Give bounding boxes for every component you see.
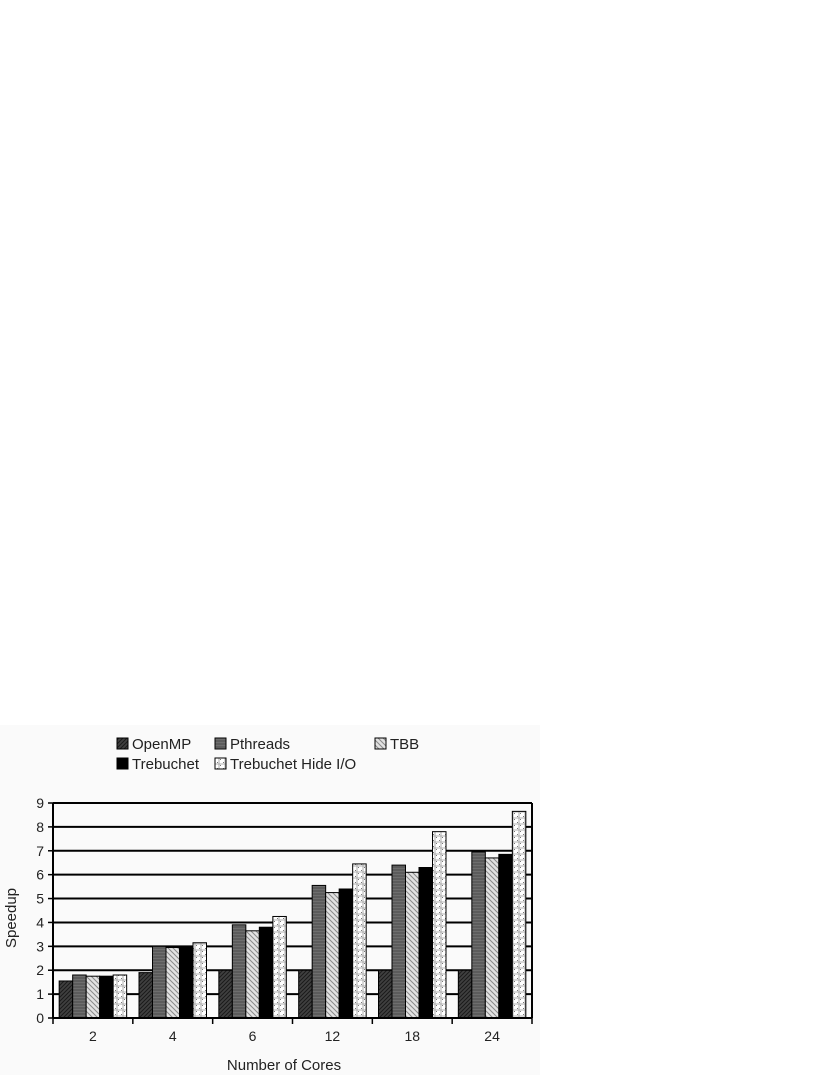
bar-pthreads-12 [312, 885, 326, 1018]
legend-item-pthreads [215, 736, 290, 753]
bar-openmp-24 [458, 970, 472, 1018]
gridlines [53, 803, 532, 994]
bar-tbb-2 [86, 976, 100, 1018]
bar-openmp-12 [299, 970, 313, 1018]
bar-trebuchet-hide-i-o-18 [433, 832, 447, 1018]
bar-trebuchet-2 [100, 976, 114, 1018]
bar-trebuchet-24 [499, 854, 513, 1018]
y-axis-label: Speedup [3, 887, 20, 949]
legend-item-tbb [375, 736, 419, 753]
y-tick-label: 4 [36, 914, 44, 931]
legend-swatch-tbb [375, 738, 386, 749]
legend-swatch-trebuchet [117, 758, 128, 769]
bar-trebuchet-hide-i-o-4 [193, 943, 207, 1018]
x-tick-labels [89, 1028, 500, 1044]
bar-pthreads-18 [392, 865, 406, 1018]
bar-trebuchet-18 [419, 868, 433, 1019]
bar-tbb-4 [166, 948, 180, 1018]
bar-tbb-12 [326, 893, 340, 1018]
legend-label-pthreads: Pthreads [230, 736, 291, 753]
y-tick-label: 8 [36, 818, 44, 835]
bar-trebuchet-hide-i-o-6 [273, 916, 287, 1018]
bar-trebuchet-4 [180, 946, 194, 1018]
x-tick-label: 4 [168, 1028, 177, 1044]
bar-tbb-24 [485, 858, 499, 1018]
legend-label-trebuchet: Trebuchet [132, 756, 199, 773]
bar-pthreads-2 [73, 975, 87, 1018]
x-tick-label: 6 [248, 1028, 257, 1044]
x-tick-label: 12 [324, 1028, 341, 1044]
chart-area [0, 725, 540, 1075]
x-tick-label: 24 [484, 1028, 500, 1044]
bar-openmp-2 [59, 981, 73, 1018]
y-tick-label: 6 [36, 866, 44, 883]
bar-pthreads-4 [153, 946, 167, 1018]
y-tick-label: 9 [36, 795, 44, 811]
bar-trebuchet-6 [259, 927, 273, 1018]
bar-openmp-6 [219, 970, 233, 1018]
y-tick-label: 7 [36, 842, 44, 859]
y-tick-label: 5 [36, 890, 44, 907]
bar-tbb-6 [246, 931, 259, 1018]
bar-openmp-4 [139, 973, 153, 1018]
speedup-bar-chart [0, 725, 540, 1075]
legend-item-trebuchet-hide-io [215, 756, 356, 773]
x-axis-label: Number of Cores [226, 1057, 342, 1074]
legend-label-openmp: OpenMP [132, 736, 192, 753]
x-tick-label: 18 [404, 1028, 421, 1044]
legend-item-openmp [117, 736, 191, 753]
legend-swatch-openmp [117, 738, 128, 749]
y-tick-label: 1 [36, 986, 44, 1003]
bar-trebuchet-hide-i-o-12 [353, 864, 367, 1018]
bar-tbb-18 [406, 872, 420, 1018]
legend-label-tbb: TBB [390, 736, 420, 753]
bar-pthreads-6 [232, 925, 246, 1018]
legend-item-trebuchet [117, 756, 200, 773]
bar-openmp-18 [379, 970, 393, 1018]
y-tick-label: 3 [36, 938, 44, 955]
y-tick-label: 2 [36, 962, 44, 979]
y-tick-labels [36, 795, 44, 1026]
bar-pthreads-24 [472, 852, 486, 1018]
y-tick-label: 0 [36, 1010, 44, 1026]
legend-label-trebuchet-hide-io: Trebuchet Hide I/O [230, 756, 357, 773]
legend-swatch-pthreads [215, 738, 226, 749]
bars [59, 811, 526, 1018]
legend [117, 736, 419, 773]
bar-trebuchet-hide-i-o-24 [512, 811, 526, 1018]
bar-trebuchet-hide-i-o-2 [113, 975, 127, 1018]
legend-swatch-trebuchet-hide-io [215, 758, 226, 769]
x-tick-label: 2 [89, 1028, 97, 1044]
bar-trebuchet-12 [339, 889, 353, 1018]
